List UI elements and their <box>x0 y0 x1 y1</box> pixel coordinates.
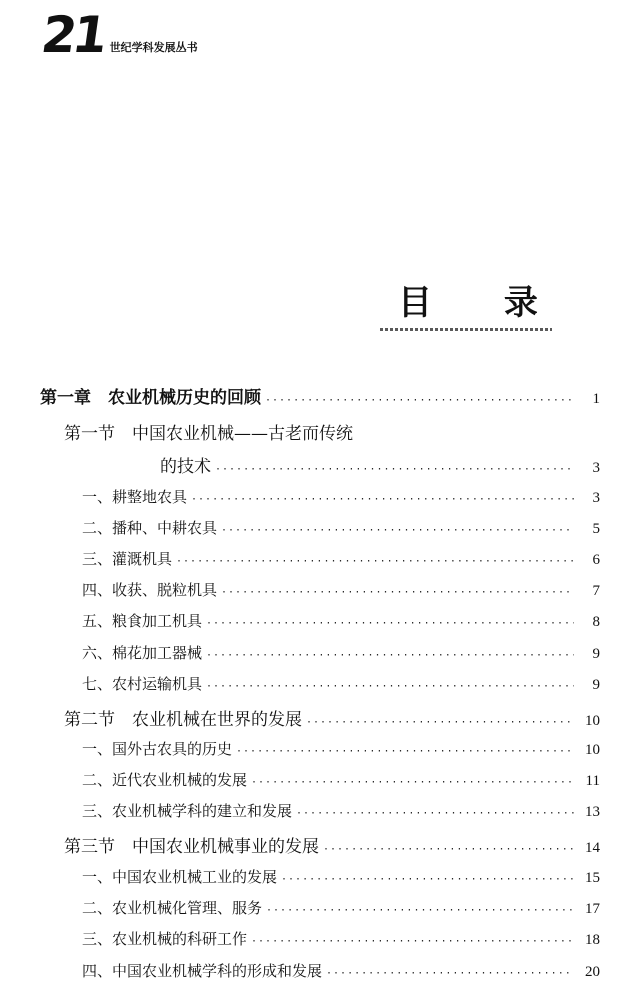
toc-leader <box>326 968 574 979</box>
toc-entry-label: 第二节 农业机械在世界的发展 <box>64 710 302 730</box>
toc-entry-page: 9 <box>592 677 600 693</box>
toc-entry-page: 13 <box>585 804 600 820</box>
toc-entry-page: 6 <box>592 552 600 568</box>
toc-entry-item <box>82 738 600 759</box>
toc-entry-label: 第一章 农业机械历史的回顾 <box>40 388 261 408</box>
toc-leader <box>221 525 574 536</box>
toc-entry-page: 5 <box>592 521 600 537</box>
toc-entry-page: 7 <box>592 583 600 599</box>
toc-entry-page: 17 <box>585 901 600 917</box>
toc-entry-label: 一、中国农业机械工业的发展 <box>82 868 278 886</box>
toc-entry-item <box>82 800 600 821</box>
toc-leader <box>206 650 574 661</box>
page-title: 目 录 <box>398 283 568 323</box>
toc-entry-page: 3 <box>592 490 600 506</box>
toc-entry-item <box>82 673 600 694</box>
toc-entry-item <box>82 548 600 569</box>
toc-leader <box>281 874 574 885</box>
toc-entry-item <box>82 579 600 600</box>
toc-leader <box>191 494 574 505</box>
toc-entry-page: 8 <box>592 614 600 630</box>
toc-entry-label: 第三节 中国农业机械事业的发展 <box>64 837 319 857</box>
toc-entry-section-2 <box>64 705 600 730</box>
toc-entry-item <box>82 610 600 631</box>
series-name: 世纪学科发展丛书 <box>109 41 198 54</box>
toc-entry-section-1-line1 <box>64 419 353 444</box>
toc-entry-section-3 <box>64 832 600 857</box>
toc-entry-label: 三、灌溉机具 <box>82 550 173 568</box>
toc-entry-item <box>82 960 600 981</box>
toc-entry-label: 三、农业机械的科研工作 <box>82 930 248 948</box>
toc-leader <box>265 395 574 406</box>
toc-entry-label: 四、收获、脱粒机具 <box>82 581 218 599</box>
toc-leader <box>251 936 574 947</box>
toc-entry-page: 11 <box>585 773 600 789</box>
toc-entry-label: 一、国外古农具的历史 <box>82 740 233 758</box>
toc-entry-label: 四、中国农业机械学科的形成和发展 <box>82 962 323 980</box>
toc-entry-label: 的技术 <box>160 457 211 477</box>
toc-entry-page: 3 <box>592 460 600 476</box>
toc-entry-label: 二、播种、中耕农具 <box>82 519 218 537</box>
title-divider <box>380 328 552 331</box>
series-number: 21 <box>37 6 108 64</box>
toc-entry-page: 9 <box>592 646 600 662</box>
toc-leader <box>251 777 574 788</box>
toc-leader <box>306 717 574 728</box>
toc-entry-label: 第一节 中国农业机械——古老而传统 <box>64 424 353 444</box>
toc-entry-label: 三、农业机械学科的建立和发展 <box>82 802 293 820</box>
toc-entry-label: 七、农村运输机具 <box>82 675 203 693</box>
toc-entry-item <box>82 642 600 663</box>
toc-leader <box>323 844 574 855</box>
toc-entry-item <box>82 928 600 949</box>
toc-entry-item <box>82 486 600 507</box>
toc-leader <box>296 808 574 819</box>
toc-entry-page: 10 <box>585 742 600 758</box>
toc-leader <box>221 587 574 598</box>
toc-leader <box>176 556 574 567</box>
toc-entry-item <box>82 866 600 887</box>
toc-leader <box>266 905 574 916</box>
toc-entry-item <box>82 517 600 538</box>
toc-entry-label: 六、棉花加工器械 <box>82 644 203 662</box>
toc-entry-label: 二、农业机械化管理、服务 <box>82 899 263 917</box>
toc-leader <box>236 746 574 757</box>
toc-entry-label: 五、粮食加工机具 <box>82 612 203 630</box>
toc-leader <box>215 464 574 475</box>
toc-entry-label: 一、耕整地农具 <box>82 488 188 506</box>
toc-entry-section-1-line2 <box>160 452 600 477</box>
toc-entry-page: 1 <box>592 391 600 407</box>
toc-entry-item <box>82 769 600 790</box>
toc-entry-page: 15 <box>585 870 600 886</box>
series-logo <box>37 6 198 64</box>
toc-entry-page: 10 <box>585 713 600 729</box>
toc-entry-page: 18 <box>585 932 600 948</box>
toc-entry-chapter-1 <box>40 383 600 408</box>
toc-entry-page: 20 <box>585 964 600 980</box>
toc-entry-item <box>82 897 600 918</box>
toc-leader <box>206 618 574 629</box>
toc-leader <box>206 681 574 692</box>
toc-entry-page: 14 <box>585 840 600 856</box>
toc-entry-label: 二、近代农业机械的发展 <box>82 771 248 789</box>
